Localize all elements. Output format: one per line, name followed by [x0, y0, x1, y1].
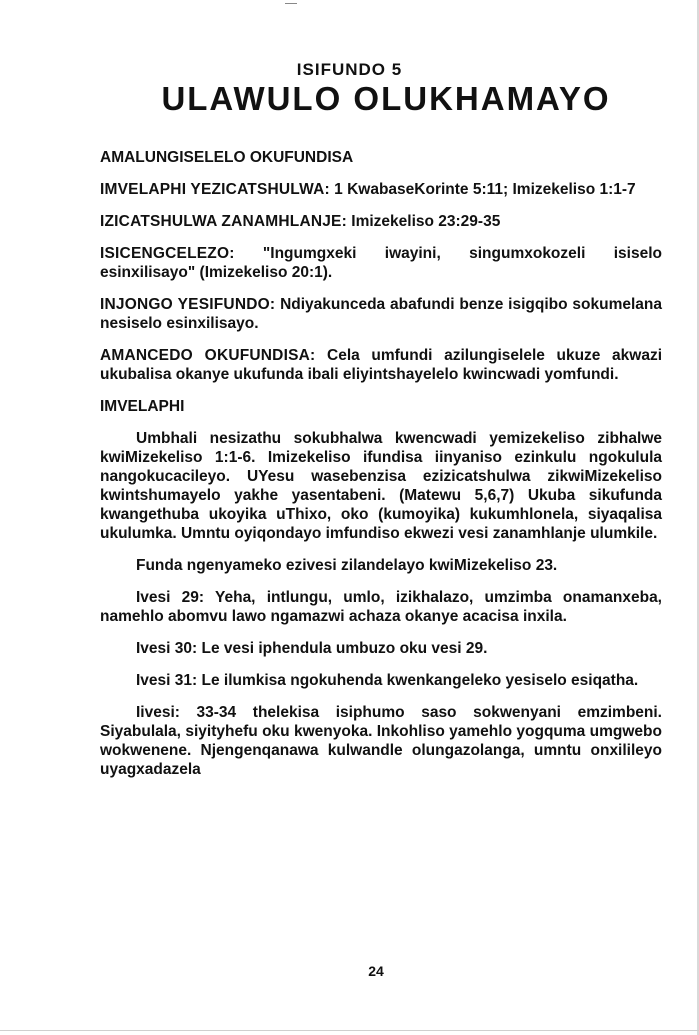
- lesson-aim-label: INJONGO YESIFUNDO:: [100, 296, 276, 313]
- body-paragraph-2: Funda ngenyameko ezivesi zilandelayo kwiMizekeliso 23.: [136, 557, 558, 574]
- central-truth-label: ISICENGCELEZO:: [100, 245, 235, 262]
- central-truth-paragraph: [100, 244, 662, 282]
- background-text-value: 1 KwabaseKorinte 5:11; Imizekeliso 1:1-7: [329, 181, 636, 198]
- verse-29-text: Yeha, intlungu, umlo, izikhalazo, umzimba onamanxeba, namehlo abomvu lawo ngamazwi achaza okanye acacisa inxila.: [100, 589, 662, 625]
- outline-heading: AMALUNGISELELO OKUFUNDISA: [100, 149, 354, 166]
- background-text-paragraph: [100, 180, 662, 199]
- page-number: 24: [368, 963, 384, 979]
- verse-33-34-paragraph: [100, 703, 662, 779]
- verse-31-paragraph: [100, 671, 662, 690]
- focal-text-value: Imizekeliso 23:29-35: [346, 213, 501, 230]
- lesson-number: ISIFUNDO 5: [296, 60, 403, 79]
- lesson-aim-paragraph: [100, 295, 662, 333]
- focal-text-label: IZICATSHULWA ZANAMHLANJE:: [100, 213, 347, 230]
- verse-33-34-text: thelekisa isiphumo saso sokwenyani emzimbeni. Siyabulala, siyityhefu oku kwenyoka. Inkohliso yamehlo yogquma umgwebo wokwenene. Njengenqanawa kulwandle olungazolanga, umntu onxilileyo uyagxadazela: [100, 704, 662, 778]
- verse-30-label: Ivesi 30:: [136, 640, 198, 657]
- verse-30-text: Le vesi iphendula umbuzo oku vesi 29.: [197, 640, 488, 657]
- page-bottom-edge: [0, 1030, 699, 1031]
- verse-31-label: Ivesi 31:: [136, 672, 198, 689]
- scan-mark: [285, 3, 297, 4]
- lesson-aim-value: Ndiyakunceda abafundi benze isigqibo sokumelana nesiselo esinxilisayo.: [100, 296, 663, 332]
- teaching-aids-paragraph: [100, 346, 662, 384]
- verse-30-paragraph: [100, 639, 662, 658]
- central-truth-value: "Ingumgxeki iwayini, singumxokozeli isiselo esinxilisayo" (Imizekeliso 20:1).: [100, 245, 662, 281]
- verse-33-34-label: Iivesi: 33-34: [136, 704, 237, 721]
- focal-text-paragraph: [100, 212, 662, 231]
- verse-31-text: Le ilumkisa ngokuhenda kwenkangeleko yesiselo esiqatha.: [197, 672, 639, 689]
- page-title: ULAWULO OLUKHAMAYO: [161, 80, 611, 117]
- lesson-content: [100, 148, 662, 792]
- teaching-aids-label: AMANCEDO OKUFUNDISA:: [100, 347, 316, 364]
- body-paragraph-1: Umbhali nesizathu sokubhalwa kwencwadi yemizekeliso zibhalwe kwiMizekeliso 1:1-6. Imizekeliso ifundisa iinyaniso ezinkulu ngokulula nangokucacileyo. UYesu wasebenzisa ezizicatshulwa zikwiMizekeliso kwintshumayelo yakhe yasentabeni. (Matewu 5,6,7) Ukuba sikufunda kwangethuba ukoyika uThixo, oko (kumoyika) kukumhlonela, siyaqalisa ukulumka. Umntu oyiqondayo imfundiso ekwezi vesi zanamhlanje ulumkile.: [100, 430, 662, 542]
- teaching-aids-value: Cela umfundi azilungiselele ukuze akwazi ukubalisa okanye ukufunda ibali eliyintshayelelo kwincwadi yomfundi.: [100, 347, 662, 383]
- background-heading: IMVELAPHI: [100, 398, 185, 415]
- verse-29-paragraph: [100, 588, 662, 626]
- verse-29-label: Ivesi 29:: [136, 589, 205, 606]
- background-text-label: IMVELAPHI YEZICATSHULWA:: [100, 181, 330, 198]
